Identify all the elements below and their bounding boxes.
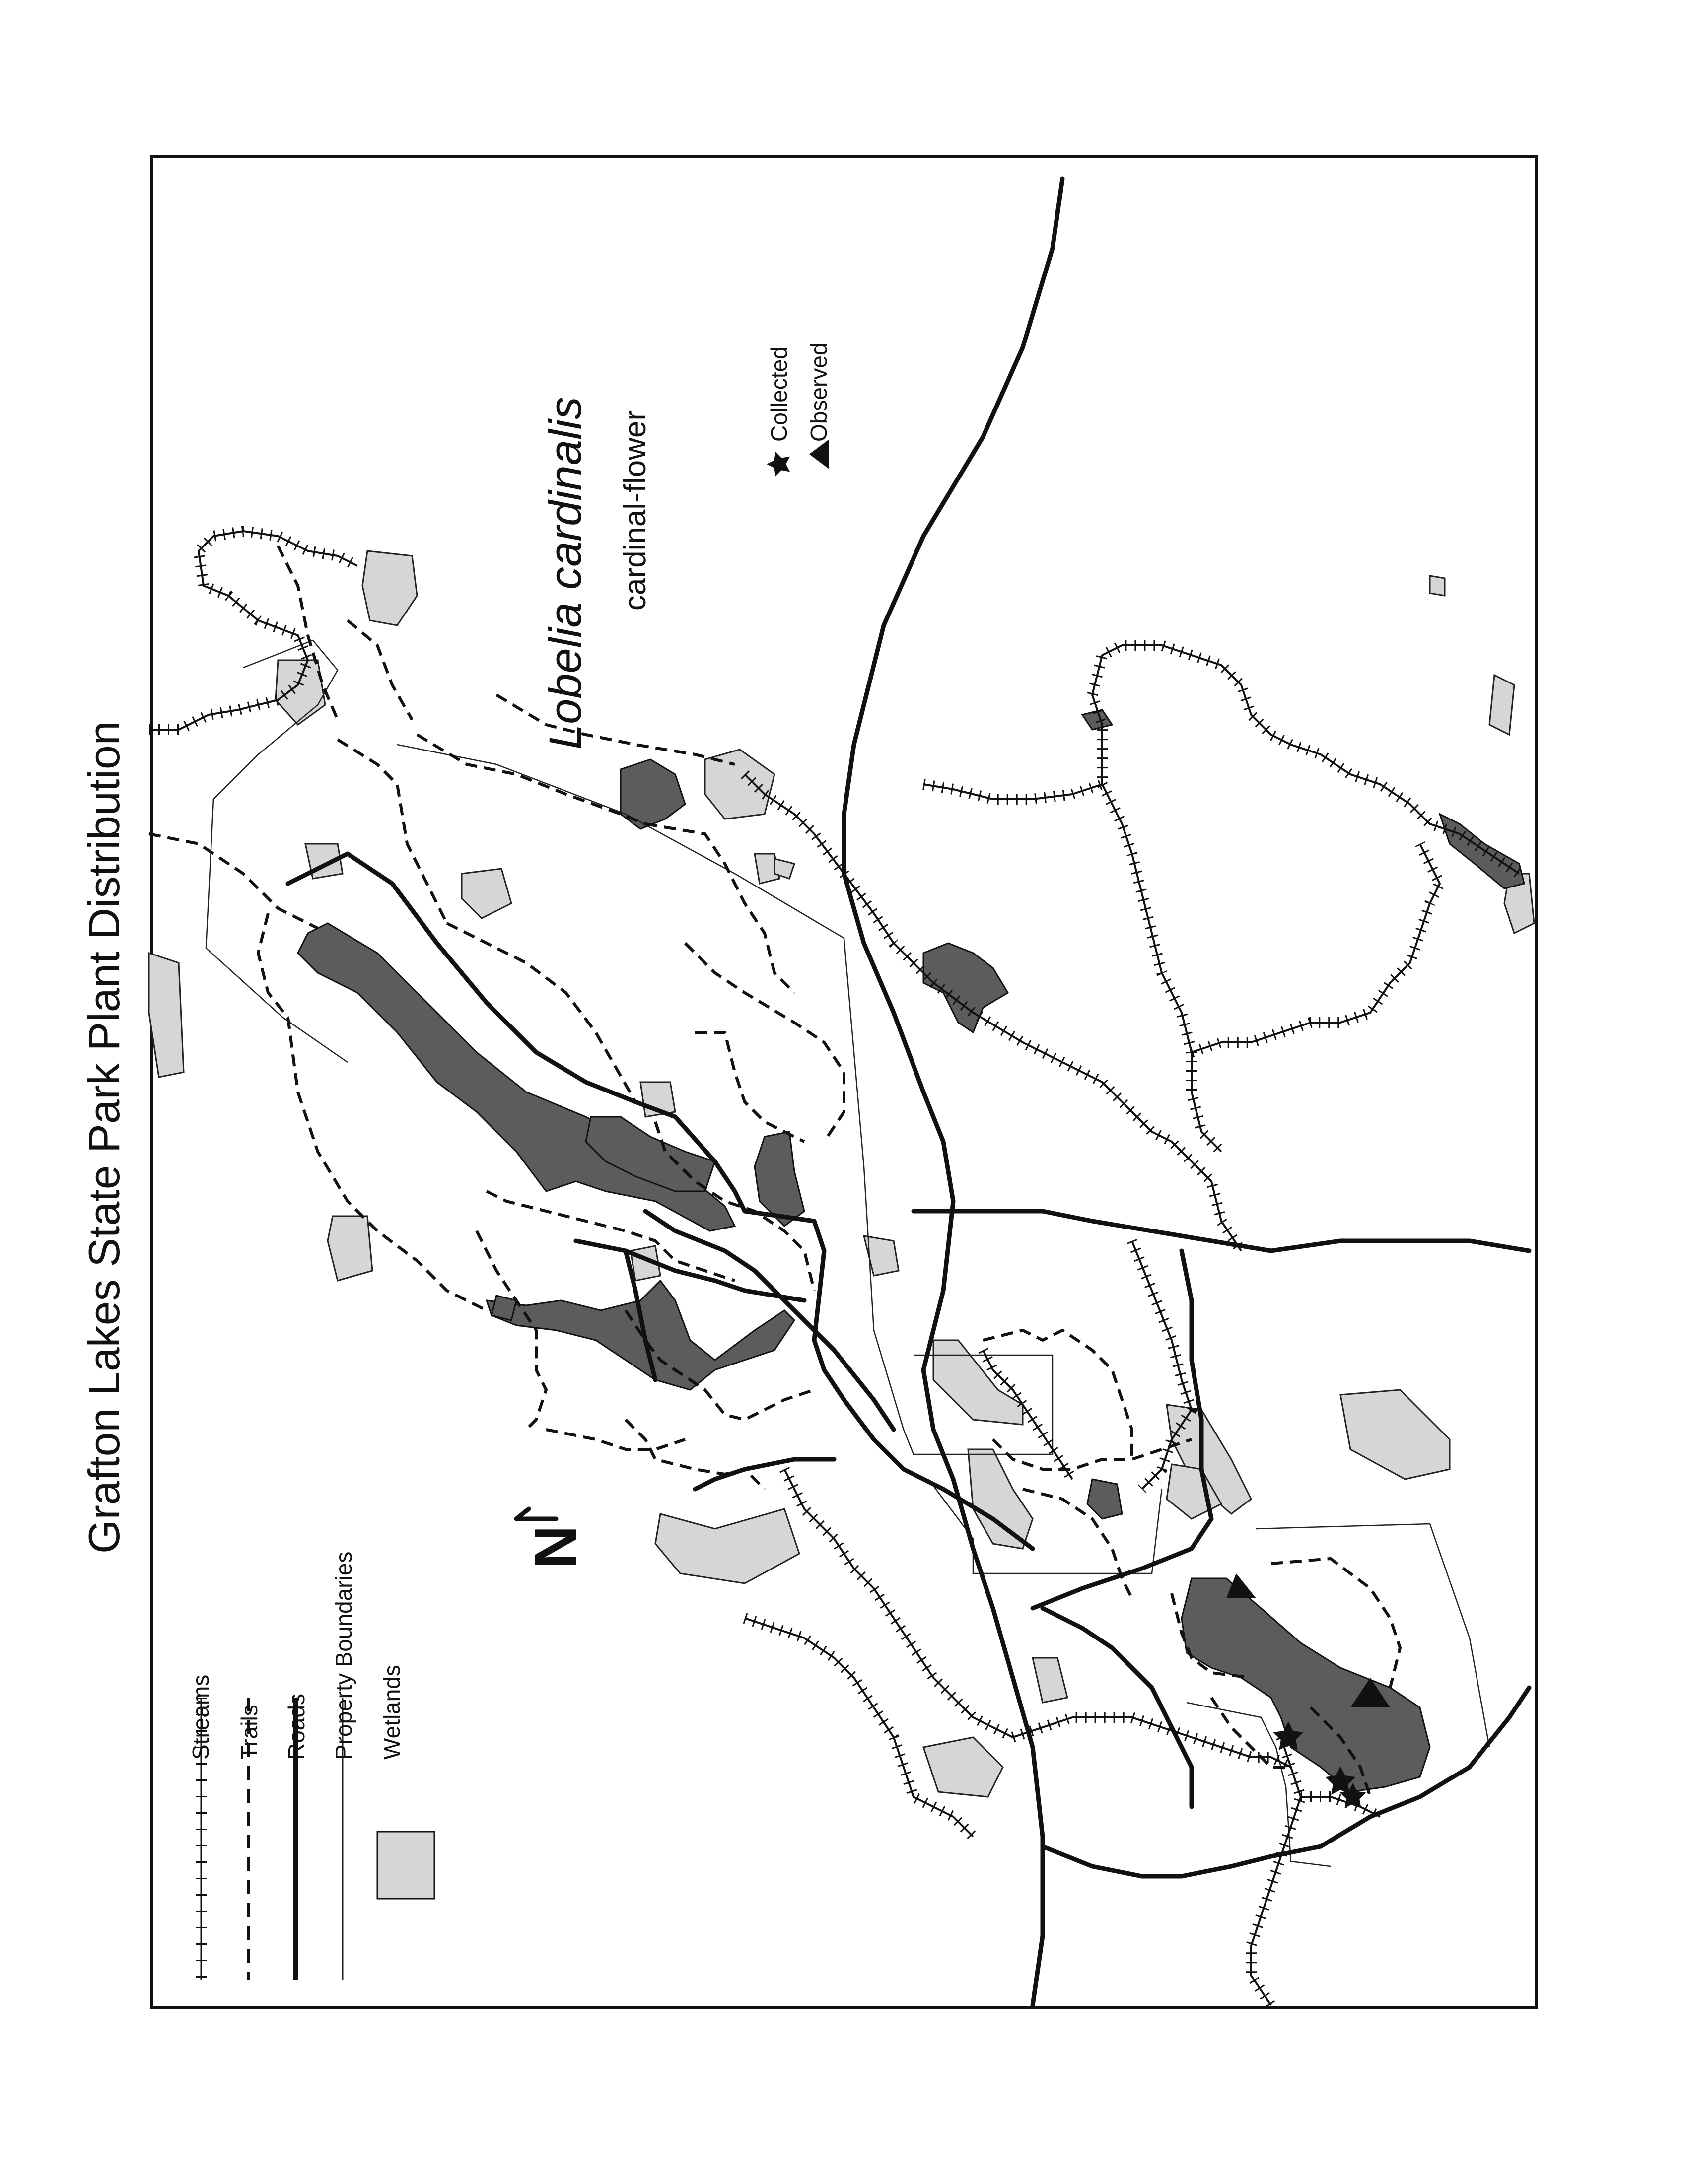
legend-item-wetlands — [377, 1665, 434, 1899]
symbol-legend — [188, 1552, 434, 1980]
collected-label: Collected — [766, 346, 792, 442]
legend-label-streams: Streams — [188, 1674, 213, 1760]
mill-pond-south — [1182, 1578, 1430, 1792]
legend-item-property-boundaries — [331, 1552, 356, 1980]
observed-label: Observed — [806, 342, 832, 442]
star-icon — [767, 452, 790, 476]
species-common-name: cardinal-flower — [618, 410, 652, 611]
legend-item-trails — [236, 1698, 262, 1980]
species-scientific-name: Lobelia cardinalis — [540, 397, 591, 750]
wetlands-layer — [149, 551, 1534, 1797]
legend-label-trails: Trails — [236, 1705, 262, 1760]
legend-label-property-boundaries: Property Boundaries — [331, 1551, 356, 1760]
legend-item-roads — [283, 1694, 309, 1980]
legend-label-roads: Roads — [283, 1694, 309, 1760]
triangle-icon — [809, 439, 829, 469]
marker-legend — [766, 343, 832, 477]
north-label: N — [522, 1525, 589, 1569]
legend-item-streams — [188, 1675, 213, 1980]
north-arrow-icon — [516, 1509, 556, 1519]
wetland-swatch — [377, 1832, 434, 1899]
map-features — [149, 179, 1534, 2005]
legend-label-wetlands: Wetlands — [379, 1665, 405, 1760]
north-arrow — [516, 1509, 589, 1569]
map-title: Grafton Lakes State Park Plant Distribution — [79, 721, 129, 1554]
